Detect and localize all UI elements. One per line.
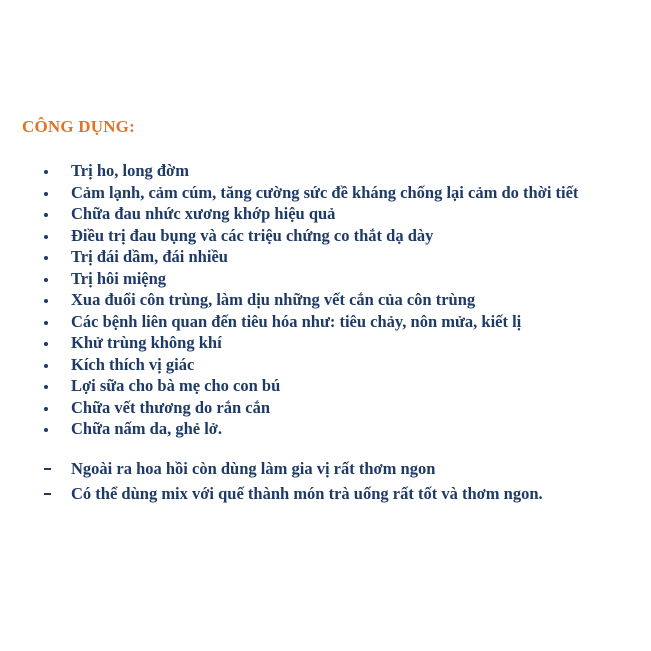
bullet-dot-icon: [44, 213, 48, 217]
list-item-text: Xua đuổi côn trùng, làm dịu những vết cắn của côn trùng: [71, 290, 476, 309]
bullet-dot-icon: [44, 278, 48, 282]
section-heading: CÔNG DỤNG:: [22, 117, 135, 136]
list-item-text: Kích thích vị giác: [71, 354, 195, 374]
extra-notes-list: [0, 456, 651, 506]
bullet-dot-icon: [44, 299, 48, 303]
list-item-text: Chữa vết thương do rắn cắn: [71, 397, 270, 417]
list-item-text: Điều trị đau bụng và các triệu chứng co thắt dạ dày: [71, 225, 434, 245]
bullet-dot-icon: [44, 364, 48, 368]
list-item: [0, 375, 651, 397]
bullet-dot-icon: [44, 256, 48, 260]
list-item-text: Chữa nấm da, ghẻ lở.: [71, 419, 223, 438]
list-item-text: Có thể dùng mix với quế thành món trà uống rất tốt và thơm ngon.: [71, 484, 543, 503]
list-item: [0, 354, 651, 376]
bullet-dot-icon: [44, 407, 48, 411]
list-item: [0, 456, 651, 481]
uses-bullet-list: [0, 160, 651, 440]
list-item: [0, 160, 651, 182]
list-item: [0, 182, 651, 204]
list-item: [0, 332, 651, 354]
list-item-text: Trị ho, long đờm: [71, 161, 189, 180]
list-item: [0, 225, 651, 247]
list-item: [0, 203, 651, 225]
list-item-text: Trị đái dầm, đái nhiều: [71, 247, 228, 266]
list-item-text: Lợi sữa cho bà mẹ cho con bú: [71, 376, 281, 395]
bullet-dot-icon: [44, 385, 48, 389]
bullet-dot-icon: [44, 170, 48, 174]
list-item: [0, 311, 651, 333]
list-item-text: Khử trùng không khí: [71, 333, 222, 352]
bullet-dot-icon: [44, 342, 48, 346]
list-item-text: Cảm lạnh, cảm cúm, tăng cường sức đề kháng chống lại cảm do thời tiết: [71, 182, 579, 202]
bullet-dot-icon: [44, 428, 48, 432]
dash-bullet-icon: [44, 468, 51, 470]
dash-bullet-icon: [44, 493, 51, 495]
list-item-text: Chữa đau nhức xương khớp hiệu quả: [71, 204, 336, 223]
list-item: [0, 246, 651, 268]
list-item-text: Trị hôi miệng: [71, 268, 167, 288]
list-item: [0, 418, 651, 440]
bullet-dot-icon: [44, 192, 48, 196]
list-item-text: Ngoài ra hoa hồi còn dùng làm gia vị rất thơm ngon: [71, 459, 436, 478]
list-item-text: Các bệnh liên quan đến tiêu hóa như: tiêu chảy, nôn mửa, kiết lị: [71, 311, 522, 331]
list-item: [0, 268, 651, 290]
list-item: [0, 481, 651, 506]
list-item: [0, 397, 651, 419]
bullet-dot-icon: [44, 235, 48, 239]
list-item: [0, 289, 651, 311]
bullet-dot-icon: [44, 321, 48, 325]
